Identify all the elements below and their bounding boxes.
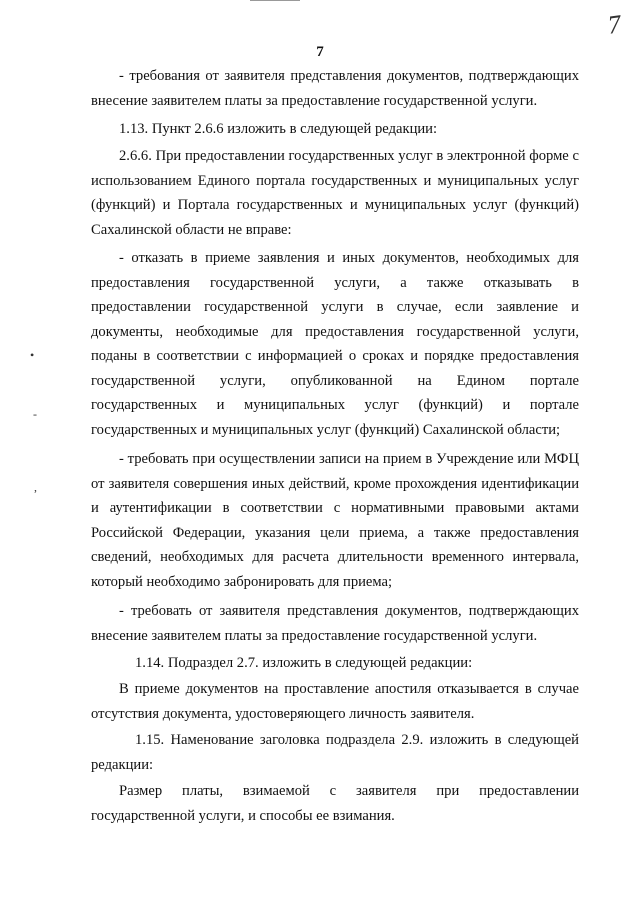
paragraph-2: 1.13. Пункт 2.6.6 изложить в следующей редакции: xyxy=(119,121,438,137)
paragraph-7: 1.14. Подраздел 2.7. изложить в следующей редакции: xyxy=(135,655,473,671)
scan-speck: - xyxy=(33,407,37,421)
paragraph-10: Размер платы, взимаемой с заявителя при предоставлении государственной услуги, и способы ее взимания. xyxy=(91,783,579,824)
paragraph-4: - отказать в приеме заявления и иных документов, необходимых для предоставления государственной услуги, а также отказывать в предоставлении государственной услуги в случае, если заявление и документы, необходимые для предоставления государственной услуги, поданы в соответствии с информацией о сроках и порядке предоставления государственной услуги, опубликованной на Едином портале государственных и муниципальных услуг (функций) и портале государственных и муниципальных услуг (функций) Сахалинской области; xyxy=(91,250,579,438)
paragraph-5: - требовать при осуществлении записи на прием в Учреждение или МФЦ от заявителя совершения иных действий, кроме прохождения идентификации и аутентификации в соответствии с нормативными правовыми актами Российской Федерации, указания цели приема, а также предоставления сведений, необходимых для расчета длительности временного интервала, который необходимо забронировать для приема; xyxy=(91,451,579,590)
handwritten-page-number: 7 xyxy=(605,9,623,40)
paragraph-3: 2.6.6. При предоставлении государственных услуг в электронной форме с использованием Единого портала государственных и муниципальных услуг (функций) и Портала государственных и муниципальных услуг (функций) Сахалинской области не вправе: xyxy=(91,148,579,238)
paragraph-8: В приеме документов на проставление апостиля отказывается в случае отсутствия документа, удостоверяющего личность заявителя. xyxy=(91,681,579,722)
paragraph-6: - требовать от заявителя представления документов, подтверждающих внесение заявителем платы за предоставление государственной услуги. xyxy=(91,603,579,644)
paragraph-1: - требования от заявителя представления документов, подтверждающих внесение заявителем платы за предоставление государственной услуги. xyxy=(91,68,579,109)
scan-speck: , xyxy=(34,480,37,494)
paragraph-9: 1.15. Наменование заголовка подраздела 2.9. изложить в следующей редакции: xyxy=(91,732,579,773)
scan-artifact-line xyxy=(250,0,300,1)
scan-speck: • xyxy=(30,348,35,362)
page-number: 7 xyxy=(316,44,324,60)
